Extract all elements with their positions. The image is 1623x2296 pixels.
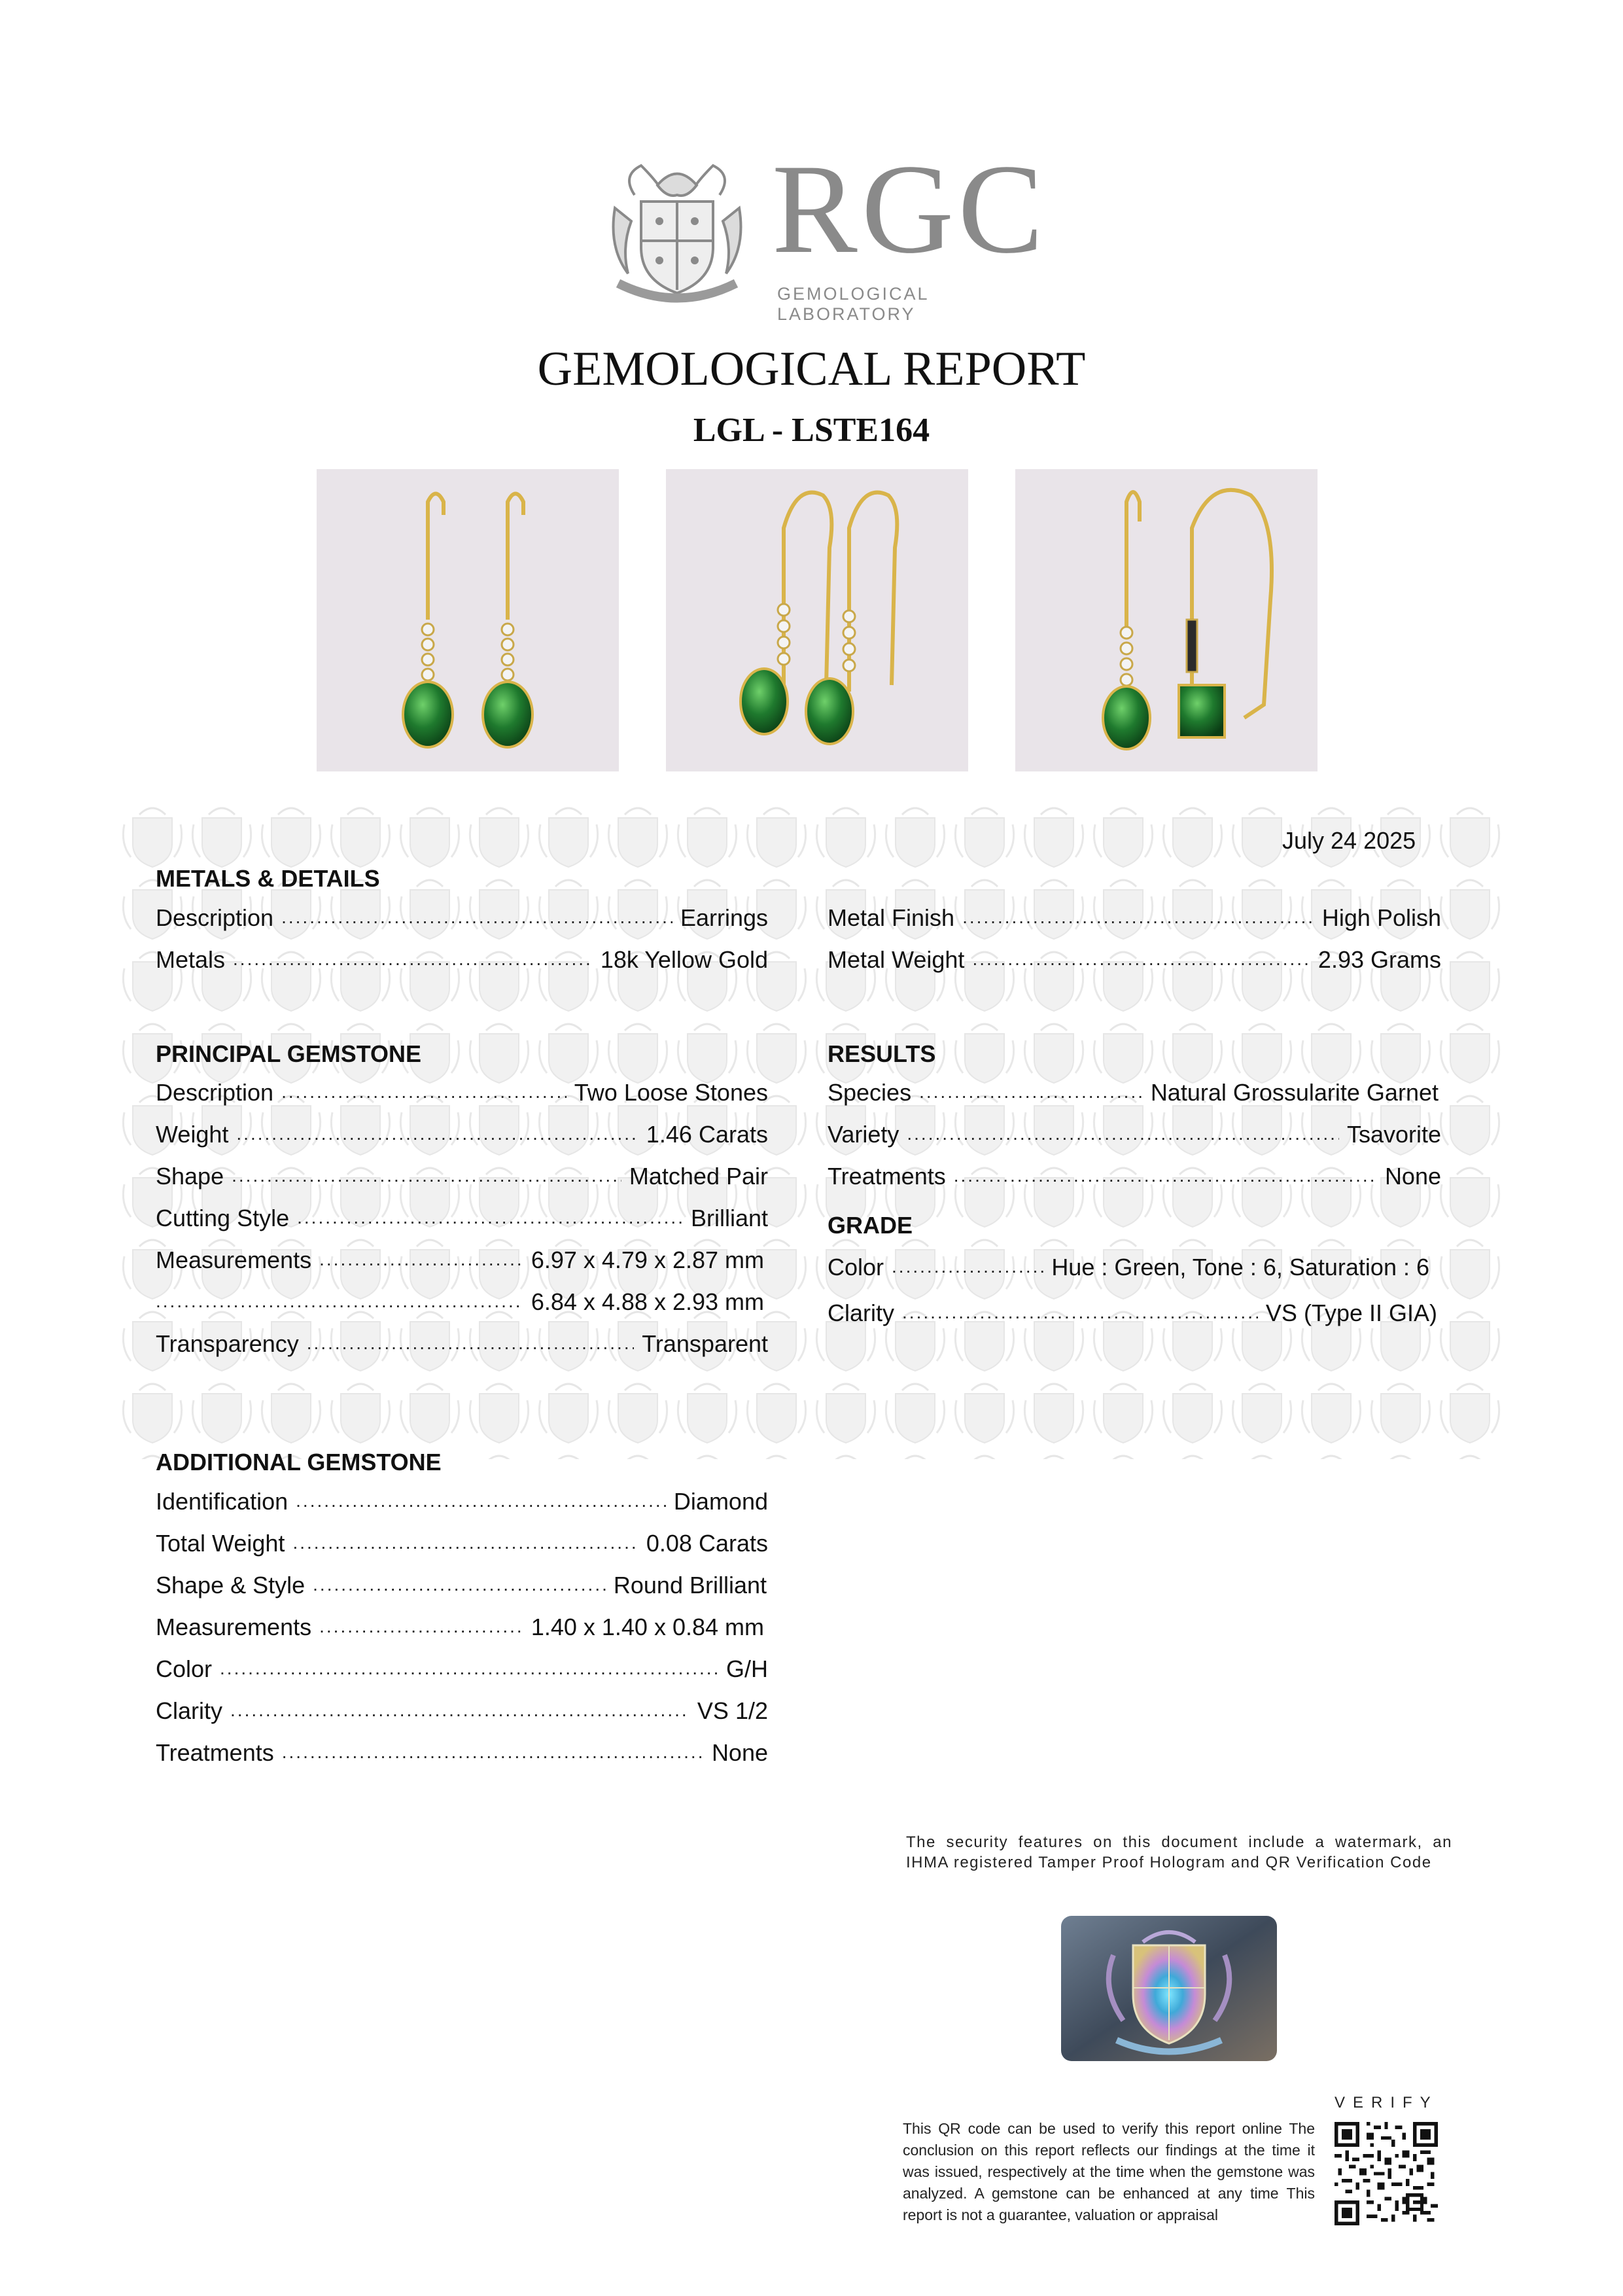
additional-total-weight-row <box>156 1526 768 1557</box>
field-label: Clarity <box>828 1299 895 1326</box>
dot-leader <box>307 1332 634 1358</box>
field-value: VS (Type II GIA) <box>1265 1299 1437 1326</box>
dot-leader <box>902 1301 1258 1327</box>
dot-leader <box>892 1256 1043 1281</box>
field-value: Diamond <box>673 1488 768 1515</box>
dot-leader <box>282 1741 704 1767</box>
field-value: Tsavorite <box>1346 1121 1441 1148</box>
field-label: Weight <box>156 1121 229 1148</box>
dot-leader <box>233 948 593 974</box>
earring-side-image <box>666 469 968 771</box>
field-value: None <box>711 1739 768 1766</box>
metals-description-row <box>156 900 768 932</box>
principal-transparency-row <box>156 1326 768 1358</box>
field-value: Brilliant <box>690 1205 768 1231</box>
field-value: 0.08 Carats <box>646 1530 768 1557</box>
dot-leader <box>313 1574 606 1599</box>
field-label: Clarity <box>156 1697 223 1724</box>
dot-leader <box>156 1290 523 1316</box>
principal-weight-row <box>156 1117 768 1148</box>
field-label: Measurements <box>156 1246 312 1273</box>
dot-leader <box>962 906 1314 932</box>
results-heading: RESULTS <box>828 1040 936 1067</box>
principal-measurements-row <box>156 1243 764 1274</box>
field-value: Matched Pair <box>629 1163 768 1190</box>
qr-note: This QR code can be used to verify this report online The conclusion on this report reflects our findings at the time it was issued, respectively at the time when the gemstone was analyzed. A gemstone can be enhanced at any time This report is not a guarantee, valuation or appraisal <box>903 2120 1315 2223</box>
dot-leader <box>319 1616 523 1641</box>
earring-photo-side <box>666 469 968 771</box>
grade-heading: GRADE <box>828 1212 913 1239</box>
field-value: G/H <box>725 1655 768 1682</box>
metals-details-heading: METALS & DETAILS <box>156 865 380 892</box>
metal-weight-row <box>828 942 1441 974</box>
field-label: Total Weight <box>156 1530 285 1557</box>
crest-icon <box>595 149 759 313</box>
additional-color-row <box>156 1651 768 1683</box>
field-label: Treatments <box>828 1163 946 1190</box>
additional-treatments-row <box>156 1735 768 1767</box>
results-treatments-row <box>828 1159 1441 1190</box>
additional-identification-row <box>156 1484 768 1515</box>
logo-wordmark: RGC <box>772 138 1048 280</box>
security-note: The security features on this document include a watermark, an IHMA registered Tamper Proof Hologram and QR Verification Code <box>906 1833 1452 1871</box>
security-hologram <box>1061 1916 1277 2061</box>
metals-metals-row <box>156 942 768 974</box>
field-value: 1.46 Carats <box>646 1121 768 1148</box>
dot-leader <box>319 1248 523 1274</box>
earring-photo-front <box>317 469 619 771</box>
field-value: Round Brilliant <box>613 1572 767 1598</box>
dot-leader <box>907 1123 1339 1148</box>
field-value: Hue : Green, Tone : 6, Saturation : 6 <box>1051 1254 1429 1280</box>
field-value: 2.93 Grams <box>1318 946 1441 973</box>
grade-clarity-row <box>828 1296 1437 1327</box>
field-label: Color <box>156 1655 213 1682</box>
field-value: Transparent <box>642 1330 768 1357</box>
field-label: Shape <box>156 1163 224 1190</box>
report-date: July 24 2025 <box>1282 827 1416 854</box>
field-label: Color <box>828 1254 884 1280</box>
report-title: GEMOLOGICAL REPORT <box>537 342 1086 396</box>
principal-shape-row <box>156 1159 768 1190</box>
dot-leader <box>281 1081 567 1106</box>
field-value: Two Loose Stones <box>574 1079 768 1106</box>
earring-photo-open <box>1015 469 1318 771</box>
field-label: Metals <box>156 946 226 973</box>
additional-measurements-row <box>156 1610 764 1641</box>
field-value: Natural Grossularite Garnet <box>1150 1079 1439 1106</box>
field-label: Species <box>828 1079 912 1106</box>
field-label: Identification <box>156 1488 288 1515</box>
field-value: Earrings <box>680 904 768 931</box>
field-value: VS 1/2 <box>697 1697 768 1724</box>
field-value: None <box>1384 1163 1441 1190</box>
field-value: 1.40 x 1.40 x 0.84 mm <box>531 1614 764 1640</box>
dot-leader <box>954 1165 1377 1190</box>
report-id: LGL - LSTE164 <box>693 412 930 449</box>
field-label: Metal Weight <box>828 946 965 973</box>
field-label: Shape & Style <box>156 1572 305 1598</box>
logo-subtitle: GEMOLOGICAL LABORATORY <box>777 284 929 324</box>
field-value: 18k Yellow Gold <box>600 946 768 973</box>
principal-measurements-row-2 <box>156 1284 764 1316</box>
dot-leader <box>292 1532 638 1557</box>
results-variety-row <box>828 1117 1441 1148</box>
additional-gemstone-heading: ADDITIONAL GEMSTONE <box>156 1449 442 1475</box>
dot-leader <box>972 948 1310 974</box>
dot-leader <box>230 1699 689 1725</box>
hologram-crest-icon <box>1061 1916 1277 2061</box>
field-value: High Polish <box>1321 904 1441 931</box>
principal-cutting-style-row <box>156 1201 768 1232</box>
metal-finish-row <box>828 900 1441 932</box>
field-label: Description <box>156 904 274 931</box>
field-label: Variety <box>828 1121 899 1148</box>
field-value: 6.84 x 4.88 x 2.93 mm <box>531 1288 764 1315</box>
dot-leader <box>919 1081 1143 1106</box>
field-label: Metal Finish <box>828 904 955 931</box>
earring-open-image <box>1015 469 1318 771</box>
dot-leader <box>296 1490 666 1515</box>
field-value: 6.97 x 4.79 x 2.87 mm <box>531 1246 764 1273</box>
principal-description-row <box>156 1075 768 1106</box>
dot-leader <box>297 1207 683 1232</box>
principal-gemstone-heading: PRINCIPAL GEMSTONE <box>156 1040 422 1067</box>
lab-logo <box>595 138 1048 324</box>
additional-shape-style-row <box>156 1568 767 1599</box>
earring-front-image <box>317 469 619 771</box>
results-species-row <box>828 1075 1439 1106</box>
field-label: Description <box>156 1079 274 1106</box>
field-label: Measurements <box>156 1614 312 1640</box>
grade-color-row <box>828 1250 1429 1281</box>
dot-leader <box>236 1123 638 1148</box>
field-label: Treatments <box>156 1739 274 1766</box>
dot-leader <box>220 1657 718 1683</box>
field-label: Cutting Style <box>156 1205 290 1231</box>
verify-label: VERIFY <box>1335 2094 1439 2111</box>
field-label: Transparency <box>156 1330 299 1357</box>
additional-clarity-row <box>156 1693 768 1725</box>
dot-leader <box>232 1165 621 1190</box>
qr-verification-code[interactable] <box>1335 2122 1438 2225</box>
dot-leader <box>281 906 672 932</box>
